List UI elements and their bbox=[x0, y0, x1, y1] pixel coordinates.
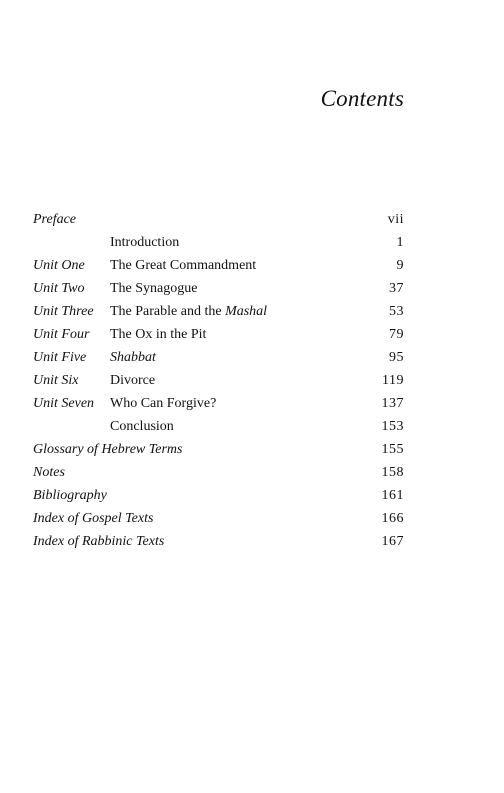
toc-row-unit-one[interactable] bbox=[33, 254, 404, 277]
toc-entry-title: Conclusion bbox=[110, 419, 174, 434]
toc-page-number: 9 bbox=[396, 258, 404, 273]
toc-page-number: 1 bbox=[396, 235, 404, 250]
toc-entry-title: Notes bbox=[33, 465, 65, 480]
toc-row-conclusion[interactable] bbox=[33, 415, 404, 438]
toc-row-unit-five[interactable] bbox=[33, 346, 404, 369]
toc-entry-title: The Synagogue bbox=[110, 281, 198, 296]
toc-unit-label: Unit Three bbox=[33, 304, 94, 319]
toc-row-index-gospel-texts[interactable] bbox=[33, 507, 404, 530]
toc-row-unit-four[interactable] bbox=[33, 323, 404, 346]
toc-page-number: 155 bbox=[381, 442, 404, 457]
toc-page-number: 95 bbox=[389, 350, 404, 365]
toc-entry-title: Index of Gospel Texts bbox=[33, 511, 154, 526]
toc-unit-label: Unit Two bbox=[33, 281, 85, 296]
toc-page-number: 166 bbox=[381, 511, 404, 526]
toc-page-number: 53 bbox=[389, 304, 404, 319]
toc-row-introduction[interactable] bbox=[33, 231, 404, 254]
toc-entry-title: The Great Commandment bbox=[110, 258, 257, 273]
toc-row-index-rabbinic-texts[interactable] bbox=[33, 530, 404, 553]
toc-unit-label: Unit Six bbox=[33, 373, 79, 388]
toc-page-number: 37 bbox=[389, 281, 404, 296]
toc-page-number: 161 bbox=[381, 488, 404, 503]
toc-unit-label: Unit Five bbox=[33, 350, 87, 365]
toc-unit-label: Unit Seven bbox=[33, 396, 95, 411]
table-of-contents bbox=[33, 208, 404, 553]
toc-entry-title-emphasis: Mashal bbox=[225, 304, 268, 319]
toc-entry-title: Introduction bbox=[110, 235, 180, 250]
page-title: Contents bbox=[320, 86, 404, 111]
toc-unit-label: Unit One bbox=[33, 258, 85, 273]
toc-entry-title-text: The Parable and the bbox=[110, 304, 226, 319]
toc-entry-title bbox=[110, 300, 267, 323]
toc-page-number: 119 bbox=[382, 373, 404, 388]
toc-row-unit-three[interactable] bbox=[33, 300, 404, 323]
toc-page-number: 137 bbox=[381, 396, 404, 411]
toc-page-number: 79 bbox=[389, 327, 404, 342]
toc-unit-label: Unit Four bbox=[33, 327, 90, 342]
toc-entry-title: Who Can Forgive? bbox=[110, 396, 217, 411]
toc-page-number: 153 bbox=[381, 419, 404, 434]
toc-entry-title: Divorce bbox=[110, 373, 156, 388]
toc-entry-title: Preface bbox=[33, 212, 77, 227]
toc-entry-title: The Ox in the Pit bbox=[110, 327, 207, 342]
toc-entry-title: Index of Rabbinic Texts bbox=[33, 534, 165, 549]
toc-row-unit-six[interactable] bbox=[33, 369, 404, 392]
toc-row-unit-two[interactable] bbox=[33, 277, 404, 300]
toc-entry-title: Glossary of Hebrew Terms bbox=[33, 442, 183, 457]
toc-entry-title: Bibliography bbox=[33, 488, 107, 503]
toc-row-unit-seven[interactable] bbox=[33, 392, 404, 415]
toc-row-glossary[interactable] bbox=[33, 438, 404, 461]
toc-row-preface[interactable] bbox=[33, 208, 404, 231]
toc-page-number: vii bbox=[387, 212, 404, 227]
toc-entry-title: Shabbat bbox=[110, 350, 156, 365]
toc-page-number: 167 bbox=[381, 534, 404, 549]
toc-page-number: 158 bbox=[381, 465, 404, 480]
toc-row-bibliography[interactable] bbox=[33, 484, 404, 507]
toc-row-notes[interactable] bbox=[33, 461, 404, 484]
